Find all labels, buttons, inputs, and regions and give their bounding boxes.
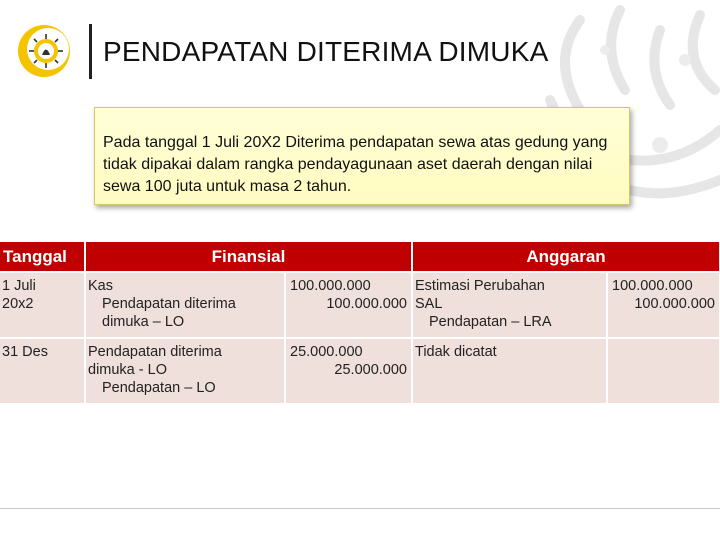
table-row — [0, 272, 720, 338]
date-cell: 1 Juli 20x2 — [0, 272, 85, 338]
page-title: PENDAPATAN DITERIMA DIMUKA — [103, 36, 549, 67]
financial-accounts-cell: Pendapatan diterima dimuka - LO Pendapatan – LO — [85, 338, 285, 403]
case-note-text: Pada tanggal 1 Juli 20X2 Diterima pendapatan sewa atas gedung yang tidak dipakai dalam rangka pendayagunaan aset daerah dengan nilai sewa 100 juta untuk masa 2 tahun. — [103, 134, 608, 195]
budget-accounts-cell: Estimasi Perubahan SAL Pendapatan – LRA — [412, 272, 607, 338]
title-divider — [89, 24, 92, 79]
header-finansial: Finansial — [85, 242, 412, 272]
table-header-row — [0, 242, 720, 272]
financial-accounts-cell: Kas Pendapatan diterima dimuka – LO — [85, 272, 285, 338]
table-row — [0, 338, 720, 403]
header-anggaran: Anggaran — [412, 242, 720, 272]
header-tanggal: Tanggal — [0, 242, 85, 272]
date-cell: 31 Des — [0, 338, 85, 403]
case-note — [94, 107, 630, 205]
budget-accounts-cell: Tidak dicatat — [412, 338, 607, 403]
budget-amounts-cell: 100.000.000 100.000.000 — [607, 272, 720, 338]
footer-divider — [0, 508, 720, 509]
journal-table — [0, 242, 720, 403]
financial-amounts-cell: 100.000.000 100.000.000 — [285, 272, 412, 338]
financial-amounts-cell: 25.000.000 25.000.000 — [285, 338, 412, 403]
budget-amounts-cell — [607, 338, 720, 403]
university-logo — [16, 22, 72, 80]
